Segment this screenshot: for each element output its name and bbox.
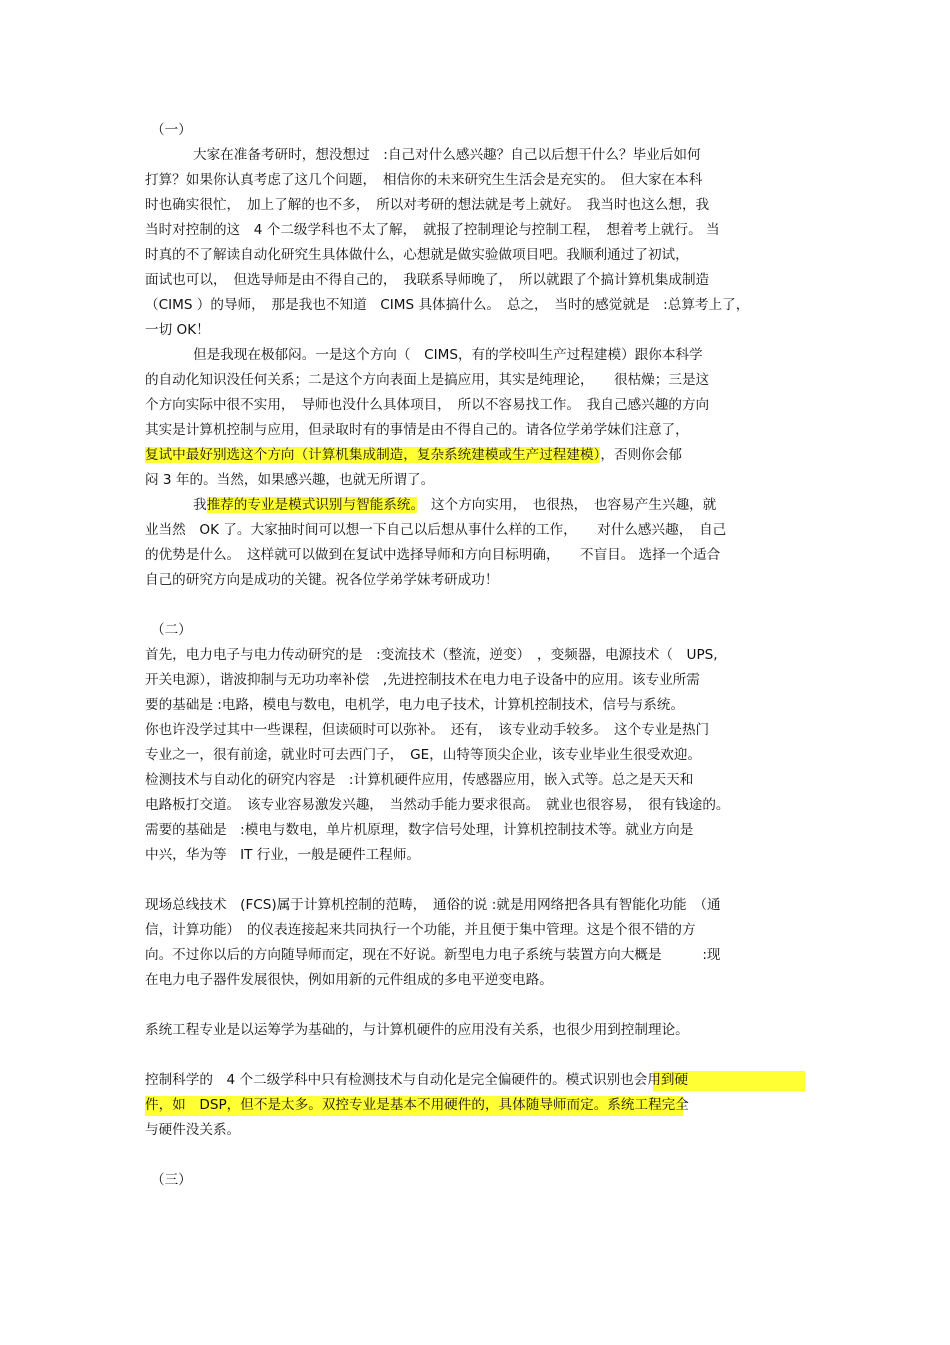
section-heading-3: （三）: [151, 1172, 192, 1188]
paragraph-line: 检测技术与自动化的研究内容是 :计算机硬件应用，传感器应用，嵌入式等。总之是天天和: [145, 772, 694, 788]
recommendation-line: [145, 493, 810, 518]
spacer: [145, 593, 810, 618]
paragraph-line: 电路板打交道。 该专业容易激发兴趣， 当然动手能力要求很高。 就业也很容易， 很有钱途的。: [145, 797, 730, 813]
paragraph-line: 面试也可以， 但选导师是由不得自己的， 我联系导师晚了， 所以就跟了个搞计算机集成制造: [145, 272, 710, 288]
paragraph-line: 时也确实很忙， 加上了解的也不多， 所以对考研的想法就是考上就好。 我当时也这么想，我: [145, 197, 710, 213]
paragraph-line: 要的基础是 :电路，模电与数电，电机学，电力电子技术，计算机控制技术，信号与系统。: [145, 697, 685, 713]
paragraph-line: （CIMS ）的导师， 那是我也不知道 CIMS 具体搞什么。 总之， 当时的感觉就是 :总算考上了，: [145, 297, 750, 313]
paragraph-line: 在电力电子器件发展很快，例如用新的元件组成的多电平逆变电路。: [145, 972, 553, 988]
highlighted-line: [145, 1068, 810, 1093]
line-rest: 这个方向实用， 也很热， 也容易产生兴趣，就: [417, 497, 717, 513]
spacer: [145, 868, 810, 893]
paragraph-line: 但是我现在极郁闷。一是这个方向（ CIMS，有的学校叫生产过程建模）跟你本科学: [193, 347, 703, 363]
paragraph-line: 大家在准备考研时，想没想过 :自己对什么感兴趣？自己以后想干什么？毕业后如何: [193, 147, 701, 163]
paragraph-line: 的优势是什么。 这样就可以做到在复试中选择导师和方向目标明确， 不盲目。 选择一个适合: [145, 547, 721, 563]
paragraph-line: 专业之一，很有前途，就业时可去西门子， GE，山特等顶尖企业，该专业毕业生很受欢迎。: [145, 747, 702, 763]
document-body: [145, 118, 810, 1193]
paragraph-line: 与硬件没关系。: [145, 1122, 241, 1138]
spacer: [145, 993, 810, 1018]
section-heading-1: （一）: [151, 122, 192, 138]
line-text: 件，如 DSP，但不是太多。双控专业是基本不用硬件的，具体随导师而定。系统工程完全: [145, 1097, 689, 1113]
paragraph-line: 开关电源），谐波抑制与无功功率补偿 ,先进控制技术在电力电子设备中的应用。该专业所需: [145, 672, 700, 688]
paragraph-line: 系统工程专业是以运筹学为基础的，与计算机硬件的应用没有关系，也很少用到控制理论。: [145, 1022, 689, 1038]
section-heading-2: （二）: [151, 622, 192, 638]
paragraph-line: 业当然 OK 了。大家抽时间可以想一下自己以后想从事什么样的工作， 对什么感兴趣， 自己: [145, 522, 727, 538]
paragraph-line: 自己的研究方向是成功的关键。祝各位学弟学妹考研成功！: [145, 572, 499, 588]
paragraph-line: 首先，电力电子与电力传动研究的是 :变流技术（整流，逆变） ，变频器，电源技术（ UPS,: [145, 647, 718, 663]
paragraph-line: 向。不过你以后的方向随导师而定，现在不好说。新型电力电子系统与装置方向大概是 :现: [145, 947, 721, 963]
paragraph-line: 当时对控制的这 4 个二级学科也不太了解， 就报了控制理论与控制工程， 想着考上就行。 当: [145, 222, 720, 238]
highlight-warning: 复试中最好别选这个方向（计算机集成制造，复杂系统建模或生产过程建模）: [145, 447, 601, 463]
line-tail: ，否则你会郁: [600, 447, 682, 463]
highlighted-line: [145, 1093, 810, 1118]
line-text: 控制科学的 4 个二级学科中只有检测技术与自动化是完全偏硬件的。模式识别也会用到硬: [145, 1072, 689, 1088]
spacer: [145, 1043, 810, 1068]
paragraph-line: 的自动化知识没任何关系；二是这个方向表面上是搞应用，其实是纯理论， 很枯燥；三是这: [145, 372, 710, 388]
paragraph-line: 打算？如果你认真考虑了这几个问题， 相信你的未来研究生生活会是充实的。 但大家在本科: [145, 172, 703, 188]
highlighted-line: [145, 443, 810, 468]
highlight-recommendation: 推荐的专业是模式识别与智能系统。: [206, 497, 418, 513]
paragraph-line: 中兴，华为等 IT 行业，一般是硬件工程师。: [145, 847, 420, 863]
paragraph-line: 需要的基础是 :模电与数电，单片机原理，数字信号处理，计算机控制技术等。就业方向是: [145, 822, 694, 838]
paragraph-line: 其实是计算机控制与应用，但录取时有的事情是由不得自己的。请各位学弟学妹们注意了，: [145, 422, 689, 438]
paragraph-line: 个方向实际中很不实用， 导师也没什么具体项目， 所以不容易找工作。 我自己感兴趣的方向: [145, 397, 710, 413]
paragraph-line: 一切 OK！: [145, 322, 210, 338]
paragraph-line: 你也许没学过其中一些课程，但读硕时可以弥补。 还有， 该专业动手较多。 这个专业是热门: [145, 722, 710, 738]
paragraph-line: 时真的不了解读自动化研究生具体做什么，心想就是做实验做项目吧。我顺利通过了初试，: [145, 247, 689, 263]
paragraph-line: 信，计算功能） 的仪表连接起来共同执行一个功能，并且便于集中管理。这是个很不错的方: [145, 922, 696, 938]
spacer: [145, 1143, 810, 1168]
paragraph-line: 闷 3 年的。当然，如果感兴趣，也就无所谓了。: [145, 472, 435, 488]
paragraph-line: 现场总线技术 (FCS)属于计算机控制的范畴， 通俗的说 :就是用网络把各具有智能化功能 （通: [145, 897, 721, 913]
line-prefix: 我: [193, 497, 207, 513]
